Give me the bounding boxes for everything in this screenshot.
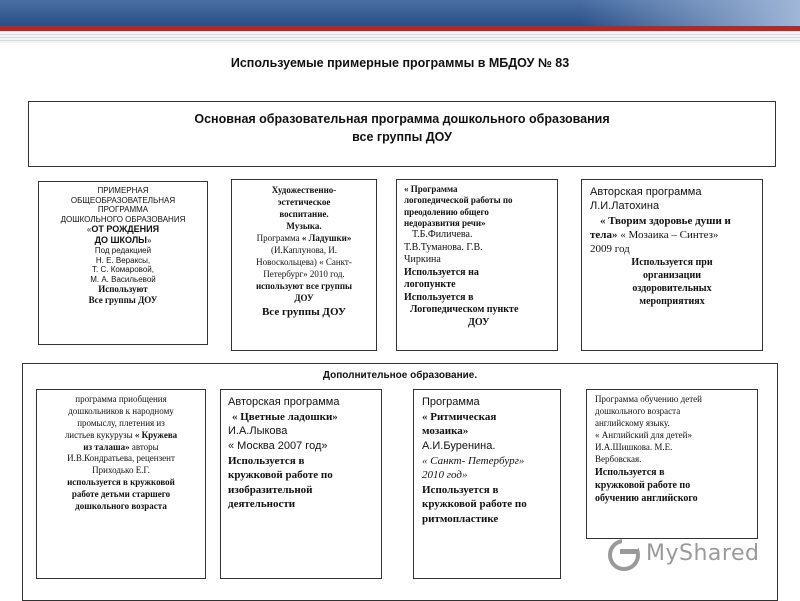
add1-author: Приходько Е.Г. [92, 465, 150, 476]
box2-program-prefix: Программа [256, 232, 302, 243]
add3-usage: кружковой работе по [422, 498, 527, 511]
box2-line: Петербург» 2010 год. [263, 268, 345, 279]
add4-line: дошкольного возраста [595, 405, 681, 416]
box4-series: « Мозаика – Синтез» [617, 228, 719, 241]
program-box-ot-rozhdeniya [38, 181, 208, 345]
box2-heading: Художественно- [271, 185, 337, 195]
program-box-ladushki [231, 179, 377, 351]
box2-usage2: ДОУ [294, 292, 314, 303]
box2-usage3: Все группы ДОУ [261, 305, 347, 318]
watermark-text: MyShared [646, 541, 760, 566]
program-box-latokhina [581, 179, 763, 351]
add3-name2: мозаика» [422, 425, 469, 438]
add2-usage: Используется в [228, 454, 305, 467]
box1-quote-close: » [146, 236, 152, 246]
add1-line5 [37, 442, 205, 454]
box2-heading: воспитание. [279, 208, 329, 219]
box3-author: Т.Б.Филичева. [412, 229, 473, 240]
box1-line: ОБЩЕОБРАЗОВАТЕЛЬНАЯ [70, 195, 176, 205]
add4-line: И.А.Шишкова. М.Е. [595, 441, 673, 452]
box2-heading: Музыка. [286, 220, 322, 231]
additional-box-english [586, 389, 758, 539]
add4-line: английскому языку. [595, 417, 670, 428]
box4-usage: мероприятиях [639, 296, 705, 308]
box1-line: ПРОГРАММА [97, 205, 149, 215]
add3-year: 2010 год» [422, 469, 468, 482]
slide-title: Используемые примерные программы в МБДОУ № 83 [230, 56, 570, 70]
add4-usage: Используется в [595, 466, 665, 478]
add4-line: « Английский для детей» [595, 429, 692, 440]
box1-editor: Т. С. Комаровой, [92, 265, 154, 275]
box1-usage1: Используют [98, 284, 148, 295]
add1-line: программа приобщения [75, 394, 167, 404]
add3-line1: Программа [422, 396, 480, 408]
box4-name1: « Творим здоровье души и [600, 214, 731, 227]
box1-quote-open: « [86, 225, 92, 235]
add1-usage: работе детьми старшего [71, 489, 171, 499]
add2-line1: Авторская программа [228, 396, 340, 408]
add1-line: дошкольников к народному [68, 405, 174, 416]
box3-usage: Логопедическом пункте [410, 304, 519, 315]
box1-program-name2 [39, 235, 207, 246]
add1-line5-bold: из талаша» [83, 441, 130, 452]
box3-usage: логопункте [404, 279, 456, 290]
additional-box-ritmicheskaya-mozaika [413, 389, 561, 579]
box1-editor: М. А. Васильевой [90, 274, 156, 284]
box1-editor: Под редакцией [94, 245, 152, 255]
box1-program-name [39, 224, 207, 235]
add3-name1: « Ритмическая [422, 410, 497, 423]
add4-usage: кружковой работе по [595, 480, 691, 492]
box4-year: 2009 год [590, 243, 630, 256]
header-highlight [580, 0, 800, 26]
box1-line: ДОШКОЛЬНОГО ОБРАЗОВАНИЯ [60, 214, 186, 224]
box3-line: логопедической работы по [404, 195, 513, 206]
box1-name2: ДО ШКОЛЫ [94, 235, 147, 246]
box2-program [232, 233, 376, 245]
add4-usage: обучению английского [595, 493, 698, 505]
add1-usage: дошкольного возраста [75, 500, 167, 511]
box1-name1: ОТ РОЖДЕНИЯ [91, 224, 160, 235]
main-program-box [28, 101, 776, 167]
main-program-line2: все группы ДОУ [352, 130, 452, 145]
program-box-logoped [396, 179, 558, 351]
header-pattern-stripe [0, 31, 800, 43]
add1-line4-bold: « Кружева [134, 429, 178, 440]
add1-line4 [37, 430, 205, 442]
box3-author: Чиркина [404, 254, 441, 265]
add2-usage: изобразительной [228, 483, 313, 496]
add3-usage: ритмопластике [422, 513, 499, 525]
box4-usage: организации [643, 270, 701, 282]
box1-editor: Н. Е. Вераксы, [95, 255, 151, 265]
box3-author: Т.В.Туманова. Г.В. [404, 241, 483, 253]
box3-line: недоразвития речи» [404, 217, 486, 228]
box2-heading: эстетическое [277, 196, 331, 207]
additional-box-kruzheva [36, 389, 206, 579]
box2-line: Новоскольцева) « Санкт- [256, 256, 352, 267]
add2-usage: деятельности [228, 498, 296, 511]
add1-line4-prefix: листьев кукурузы [64, 429, 135, 440]
add1-line: промыслу, плетения из [77, 417, 165, 428]
box3-line: « Программа [404, 184, 458, 194]
box2-usage1: используют все группы [255, 280, 353, 291]
box2-line: (И.Каплунова, И. [270, 244, 337, 255]
box3-usage: ДОУ [468, 316, 490, 328]
add1-usage: используется в кружковой [67, 477, 175, 488]
add4-line: Программа обучению детей [595, 394, 702, 404]
add1-line5-suffix: авторы [129, 441, 159, 452]
additional-education-title: Дополнительное образование. [322, 370, 478, 381]
add1-author: И.В.Кондратьева, рецензент [67, 453, 175, 464]
add2-author: И.А.Лыкова [228, 425, 288, 438]
add4-line: Вербовская. [595, 453, 642, 464]
add2-name: « Цветные ладошки» [232, 410, 338, 423]
box1-line: ПРИМЕРНАЯ [97, 186, 149, 195]
box3-usage: Используется на [404, 266, 479, 278]
box2-program-name: « Ладушки» [301, 232, 352, 243]
add2-year: « Москва 2007 год» [228, 439, 328, 452]
myshared-watermark [606, 537, 766, 573]
box4-usage: оздоровительных [632, 283, 712, 295]
add2-usage: кружковой работе по [228, 469, 333, 482]
box1-usage2: Все группы ДОУ [88, 295, 158, 306]
box4-name2-text: тела» [590, 228, 618, 241]
box3-line: преодолению общего [404, 206, 489, 217]
box3-usage: Используется в [404, 291, 474, 303]
box4-name2 [590, 228, 762, 242]
box4-usage: Используется при [631, 257, 713, 269]
add3-city: « Санкт- Петербург» [422, 454, 525, 467]
box4-line: Л.И.Латохина [590, 200, 660, 213]
main-program-line1: Основная образовательная программа дошкольного образования [194, 112, 610, 126]
add3-author: А.И.Буренина. [422, 439, 496, 452]
add3-usage: Используется в [422, 483, 499, 496]
myshared-logo-icon [606, 537, 642, 573]
additional-box-tsvetnye-ladoshki [220, 389, 382, 579]
box4-line: Авторская программа [590, 186, 702, 198]
